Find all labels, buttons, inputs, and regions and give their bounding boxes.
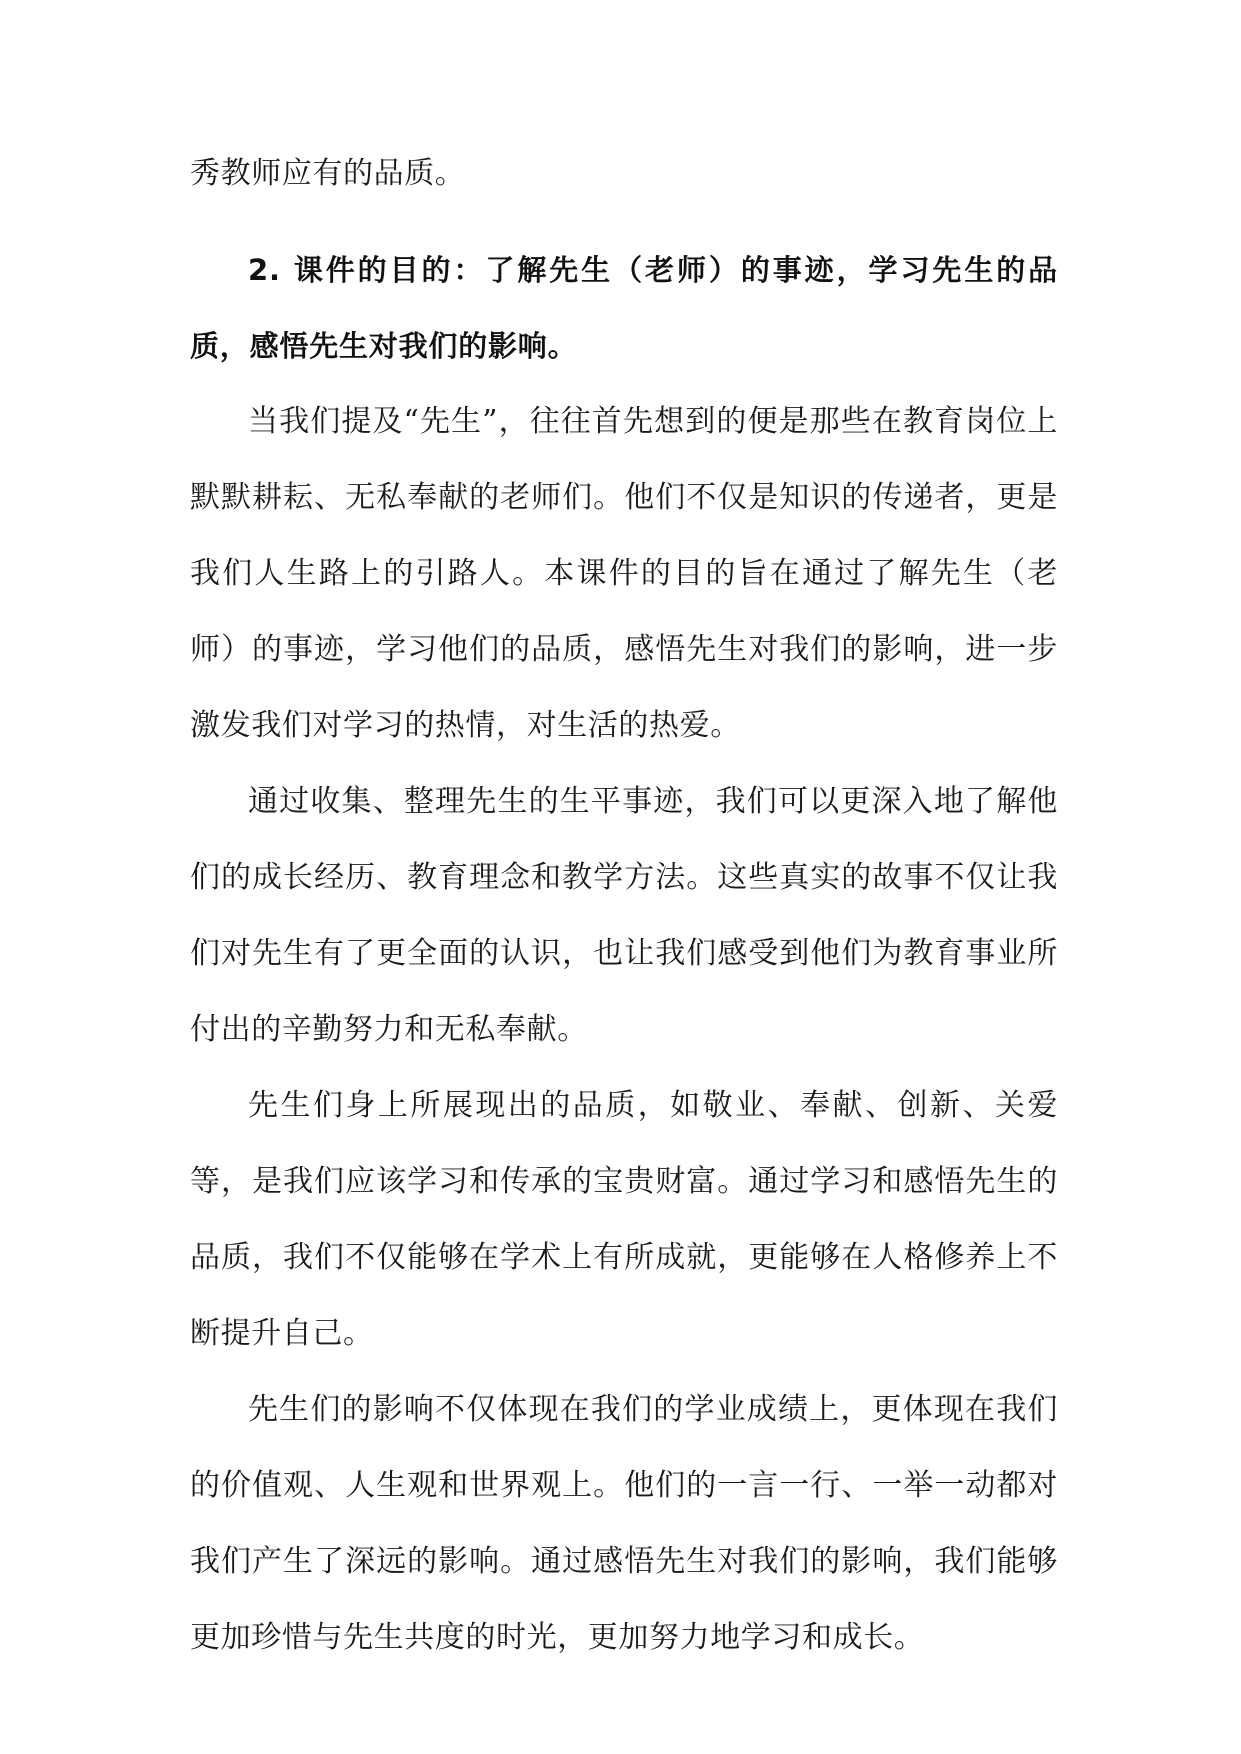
body-paragraph-3: 先生们身上所展现出的品质，如敬业、奉献、创新、关爱等，是我们应该学习和传承的宝贵财富。通过学习和感悟先生的品质，我们不仅能够在学术上有所成就，更能够在人格修养上不断提升自己。 (190, 1088, 1058, 1351)
body-paragraph-4: 先生们的影响不仅体现在我们的学业成绩上，更体现在我们的价值观、人生观和世界观上。他们的一言一行、一举一动都对我们产生了深远的影响。通过感悟先生对我们的影响，我们能够更加珍惜与先生共度的时光，更加努力地学习和成长。 (190, 1392, 1058, 1655)
body-paragraph-1: 当我们提及“先生”，往往首先想到的便是那些在教育岗位上默默耕耘、无私奉献的老师们。他们不仅是知识的传递者，更是我们人生路上的引路人。本课件的目的旨在通过了解先生（老师）的事迹，学习他们的品质，感悟先生对我们的影响，进一步激发我们对学习的热情，对生活的热爱。 (190, 404, 1058, 743)
section-heading: 2. 课件的目的：了解先生（老师）的事迹，学习先生的品质，感悟先生对我们的影响。 (190, 253, 1058, 363)
continuation-paragraph: 秀教师应有的品质。 (190, 156, 466, 191)
body-paragraph-2: 通过收集、整理先生的生平事迹，我们可以更深入地了解他们的成长经历、教育理念和教学方法。这些真实的故事不仅让我们对先生有了更全面的认识，也让我们感受到他们为教育事业所付出的辛勤努力和无私奉献。 (190, 784, 1058, 1047)
document-body (190, 136, 1058, 1676)
